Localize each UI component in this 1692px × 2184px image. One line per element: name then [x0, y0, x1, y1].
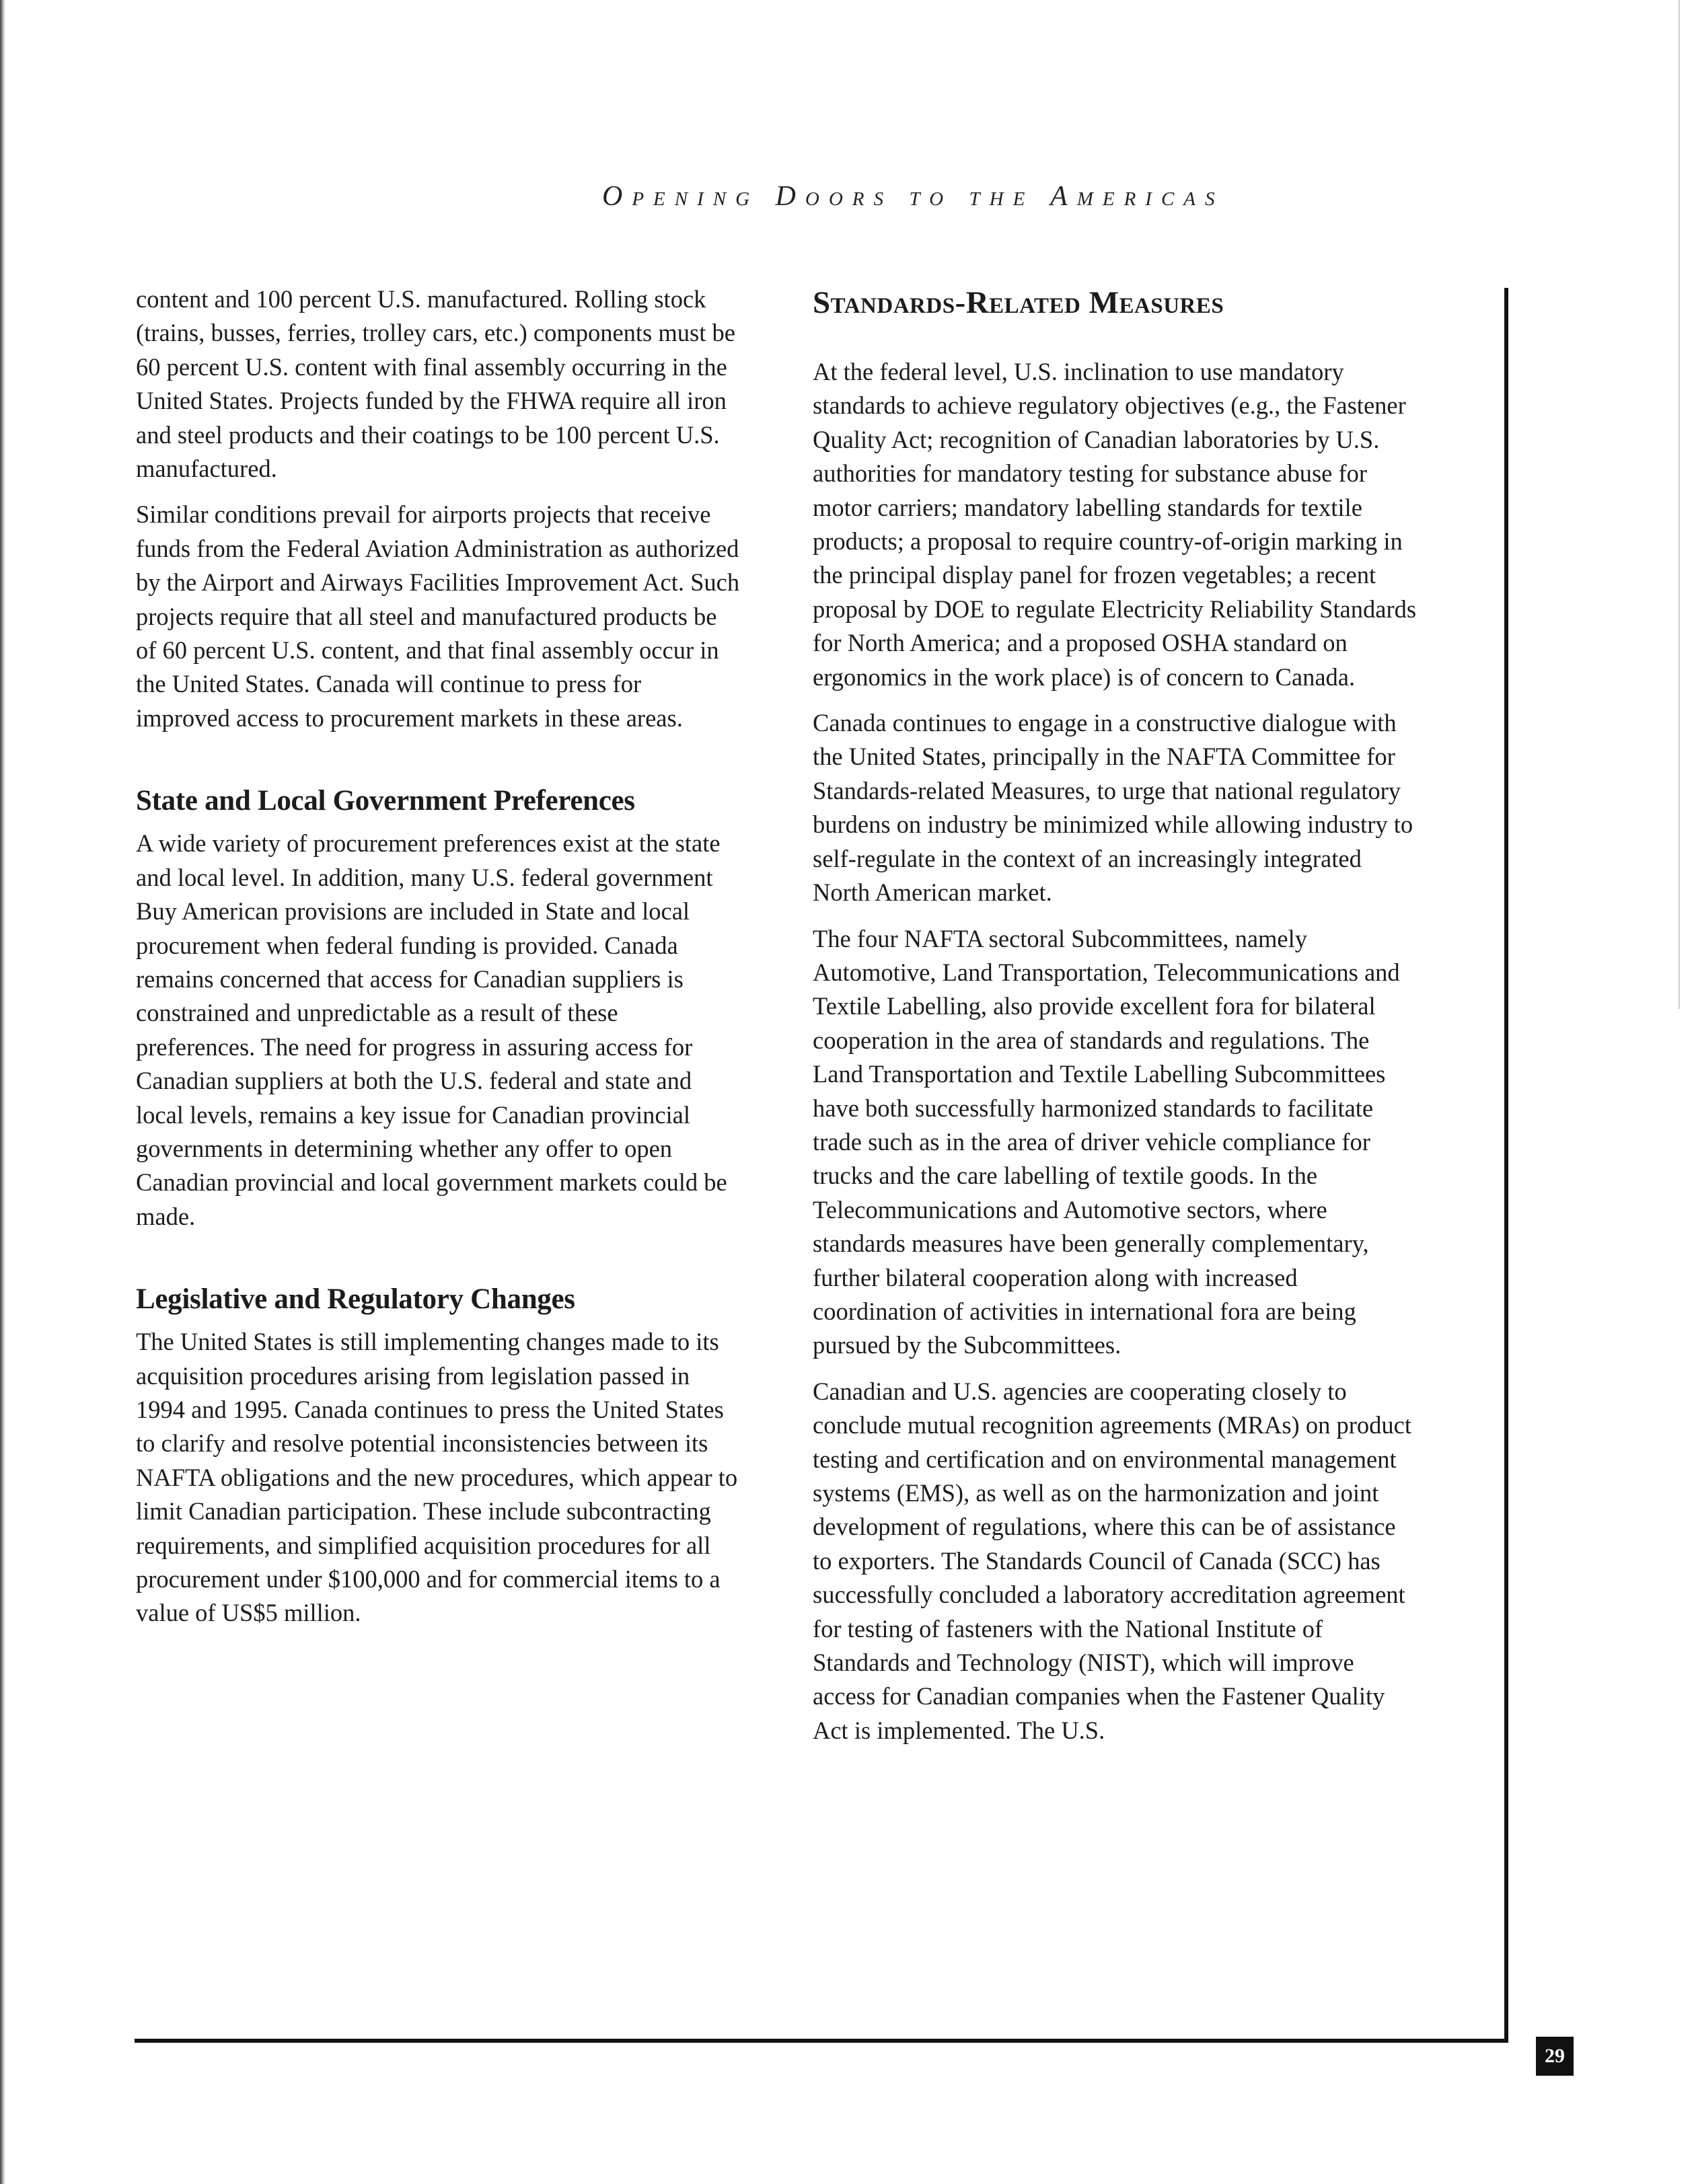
standards-paragraph-1: At the federal level, U.S. inclination to use mandatory standards to achieve regulatory objectives (e.g., the Fastener Quality Act; recognition of Canadian laboratories by U.S. authorities for mandatory testing for substance abuse for motor carriers; mandatory labelling standards for textile products; a proposal to require country-of-origin marking in the principal display panel for frozen vegetables; a recent proposal by DOE to regulate Electricity Reliability Standards for North America; and a proposed OSHA standard on ergonomics in the work place) is of concern to Canada.: [813, 358, 1417, 691]
page-number: 29: [1536, 2037, 1574, 2076]
standards-paragraph-4: Canadian and U.S. agencies are cooperating closely to conclude mutual recognition agreements (MRAs) on product testing and certification and on environmental management systems (EMS), as well as on the harmonization and joint development of regulations, where this can be of assistance to exporters. The Standards Council of Canada (SCC) has successfully concluded a laboratory accreditation agreement for testing of fasteners with the National Institute of Standards and Technology (NIST), which will improve access for Canadian companies when the Fastener Quality Act is implemented. The U.S.: [813, 1377, 1411, 1744]
scan-edge-right: [1679, 0, 1680, 1009]
standards-paragraph-2: Canada continues to engage in a constructive dialogue with the United States, principally in the NAFTA Committee for Standards-related Measures, to urge that national regulatory burdens on industry be minimized while allowing industry to self-regulate in the context of an increasingly integrated North American market.: [813, 709, 1413, 907]
scan-edge-left: [0, 0, 5, 2184]
state-local-paragraph: A wide variety of procurement preferences exist at the state and local level. In addition, many U.S. federal government Buy American provisions are included in State and local procurement when federal funding is provided. Canada remains concerned that access for Canadian suppliers is constrained and unpredictable as a result of these preferences. The need for progress in assuring access for Canadian suppliers at both the U.S. federal and state and local levels, remains a key issue for Canadian provincial governments in determining whether any offer to open Canadian provincial and local government markets could be made.: [136, 829, 727, 1230]
right-column: [813, 283, 1418, 1760]
left-paragraph-1: content and 100 percent U.S. manufactured. Rolling stock (trains, busses, ferries, trolley cars, etc.) components must be 60 percent U.S. content with final assembly occurring in the United States. Projects funded by the FHWA require all iron and steel products and their coatings to be 100 percent U.S. manufactured.: [136, 285, 735, 483]
heading-standards: Standards-Related Measures: [813, 285, 1224, 320]
left-paragraph-2: Similar conditions prevail for airports projects that receive funds from the Federal Aviation Administration as authorized by the Airport and Airways Facilities Improvement Act. Such projects require that all steel and manufactured products be of 60 percent U.S. content, and that final assembly occur in the United States. Canada will continue to press for improved access to procurement markets in these areas.: [136, 500, 740, 732]
left-column: [136, 283, 741, 1643]
vertical-rule: [1504, 288, 1508, 2039]
legislative-paragraph: The United States is still implementing changes made to its acquisition procedures arising from legislation passed in 1994 and 1995. Canada continues to press the United States to clarify and resolve potential inconsistencies between its NAFTA obligations and the new procedures, which appear to limit Canadian participation. These include subcontracting requirements, and simplified acquisition procedures for all procurement under $100,000 and for commercial items to a value of US$5 million.: [136, 1328, 738, 1627]
heading-legislative: Legislative and Regulatory Changes: [136, 1283, 575, 1316]
heading-state-local: State and Local Government Preferences: [136, 785, 635, 817]
standards-paragraph-3: The four NAFTA sectoral Subcommittees, namely Automotive, Land Transportation, Telecommunications and Textile Labelling, also provide excellent fora for bilateral cooperation in the area of standards and regulations. The Land Transportation and Textile Labelling Subcommittees have both successfully harmonized standards to facilitate trade such as in the area of driver vehicle compliance for trucks and the care labelling of textile goods. In the Telecommunications and Automotive sectors, where standards measures have been generally complementary, further bilateral cooperation along with increased coordination of activities in international fora are being pursued by the Subcommittees.: [813, 924, 1400, 1359]
bottom-rule: [135, 2039, 1508, 2043]
running-header: Opening Doors to the Americas: [602, 181, 1224, 212]
